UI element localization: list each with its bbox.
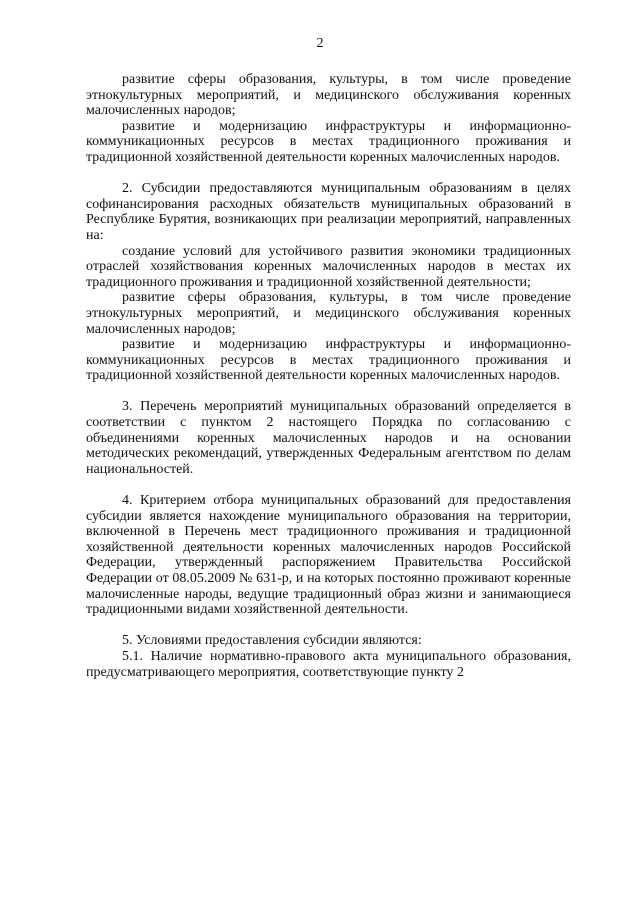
paragraph-infrastructure: развитие и модернизацию инфраструктуры и информационно-коммуникационных ресурсов в местах традиционного проживания и традиционной хозяйственной деятельности коренных малочисленных народов.	[86, 118, 571, 165]
paragraph-item-4: 4. Критерием отбора муниципальных образований для предоставления субсидии является нахождение муниципального образования на территории, включенной в Перечень мест традиционного проживания и традиционной хозяйственной деятельности коренных малочисленных народов Российской Федерации, утвержденный распоряжением Правительства Российской Федерации от 08.05.2009 № 631-р, и на которых постоянно проживают коренные малочисленные народы, ведущие традиционный образ жизни и занимающиеся традиционными видами хозяйственной деятельности.	[86, 493, 571, 618]
paragraph-education-culture: развитие сферы образования, культуры, в том числе проведение этнокультурных мероприятий, и медицинского обслуживания коренных малочисленных народов;	[86, 72, 571, 119]
paragraph-spacer	[86, 618, 571, 634]
paragraph-education-culture-repeat: развитие сферы образования, культуры, в том числе проведение этнокультурных мероприятий, и медицинского обслуживания коренных малочисленных народов;	[86, 290, 571, 337]
paragraph-item-5-1: 5.1. Наличие нормативно-правового акта муниципального образования, предусматривающего мероприятия, соответствующие пункту 2	[86, 648, 571, 680]
paragraph-spacer	[86, 166, 571, 182]
paragraph-item-3: 3. Перечень мероприятий муниципальных образований определяется в соответствии с пунктом 2 настоящего Порядка по согласованию с объединениями коренных малочисленных народов и на основании методических рекомендаций, утвержденных Федеральным агентством по делам национальностей.	[86, 399, 571, 477]
paragraph-infrastructure-repeat: развитие и модернизацию инфраструктуры и информационно-коммуникационных ресурсов в местах традиционного проживания и традиционной хозяйственной деятельности коренных малочисленных народов.	[86, 337, 571, 384]
paragraph-item-2: 2. Субсидии предоставляются муниципальным образованиям в целях софинансирования расходных обязательств муниципальных образований в Республике Бурятия, возникающих при реализации мероприятий, направленных на:	[86, 181, 571, 243]
paragraph-spacer	[86, 477, 571, 493]
page-number: 2	[316, 36, 324, 51]
paragraph-sustainable-development: создание условий для устойчивого развития экономики традиционных отраслей хозяйствования коренных малочисленных народов в местах их традиционного проживания и традиционной хозяйственной деятельности;	[86, 243, 571, 290]
paragraph-spacer	[86, 384, 571, 400]
paragraph-item-5: 5. Условиями предоставления субсидии являются:	[122, 633, 422, 649]
document-body	[86, 72, 571, 680]
